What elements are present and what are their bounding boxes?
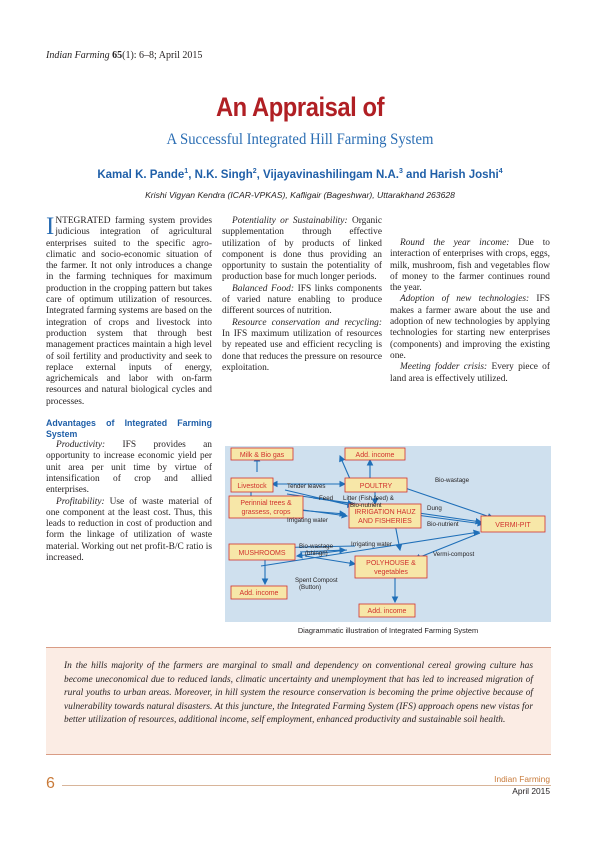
author-name: Vijayavinashilingam N.A.: [263, 168, 399, 181]
label-spent-line2: (Button): [299, 584, 322, 591]
box-poultry: POULTRY: [359, 483, 393, 490]
box-perennial-line2: grassess, crops: [241, 509, 291, 516]
paragraph-resource: Resource conservation and recycling: In IFS maximum utilization of resources by repeated use and efficient recycling is done that reduces the pressure on resource exploitation.: [222, 317, 382, 373]
footer-journal: Indian Farming: [494, 774, 550, 784]
journal-issue: (1): 6–8; April 2015: [122, 50, 203, 61]
figure-caption: Diagrammatic illustration of Integrated Farming System: [297, 626, 479, 635]
label-bio-wastage-line2: (bhingri): [305, 550, 328, 557]
box-irrigation-line2: AND FISHERIES: [358, 518, 412, 525]
paragraph-potentiality: Potentiality or Sustainability: Organic supplementation through effective utilization of by products of linked component is done thus providing an opportunity to sustain the potentiality of production base for much longer periods.: [222, 216, 382, 283]
author-name: Harish Joshi: [429, 168, 499, 181]
label-bio-wastage-line1: Bio-wastage: [299, 543, 334, 550]
box-polyhouse-line1: POLYHOUSE &: [366, 560, 416, 567]
journal-volume: 65: [112, 50, 123, 61]
author-list: Kamal K. Pande$^1$, N.K. Singh$^2$, Vijayavinashilingam N.A.$^3$ and Harish Joshi$^4$: [97, 168, 503, 181]
footer-rule: [62, 785, 551, 786]
intro-text: farming system provides judicious integration of agricultural enterprises suited to the specific agro-climatic and socio-economic situation of the farmer. It not only introduces a change in the farming techniques for maximum production in the cropping pattern but takes care of optimum utilization of resources. Integrated farming systems are based on the integration of crops and livestock into production system that through best management practices maintain a high level of soil fertility and productivity and seek to replace external inputs of energy, agrichemicals and labor with on-farm resources and natural biological cycles and processes.: [46, 216, 212, 407]
body-column-3: [390, 216, 550, 385]
box-add-income-bottom: Add. income: [367, 608, 407, 615]
label-litter-line1: Litter (Fish feed) &: [343, 495, 394, 502]
body-column-2: [222, 216, 382, 374]
author-sup: 3: [398, 168, 403, 175]
box-livestock: Livestock: [237, 483, 267, 490]
box-add-income-top: Add. income: [355, 452, 395, 459]
box-polyhouse-line2: vegetables: [374, 569, 408, 576]
author-sup: 4: [498, 168, 503, 175]
ifs-diagram: [225, 446, 551, 622]
body-column-1: [46, 213, 212, 564]
intro-caps: NTEGRATED: [55, 216, 111, 226]
label-irrigating-water-2: Irrigating water: [351, 541, 392, 548]
footer-date: April 2015: [512, 786, 550, 796]
paragraph-balanced-food: Balanced Food: IFS links components of varied nature enabling to produce different sources of nutrition.: [222, 283, 382, 317]
label-spent-line1: Spent Compost: [295, 577, 338, 584]
label-litter-line2: Bio-nutrient: [350, 502, 382, 509]
label-bio-nutrient: Bio-nutrient: [427, 521, 459, 528]
article-subtitle: A Successful Integrated Hill Farming System: [166, 131, 434, 148]
drop-cap: I: [46, 213, 55, 240]
page-number: 6: [46, 775, 55, 792]
box-add-income-left: Add. income: [239, 590, 279, 597]
box-mushrooms: MUSHROOMS: [238, 550, 286, 557]
section-heading: Advantages of Integrated Farming System: [46, 418, 212, 440]
intro-paragraph: [46, 213, 212, 408]
box-milk-biogas: Milk & Bio gas: [239, 452, 285, 459]
article-title: An Appraisal of: [215, 92, 385, 122]
journal-citation: [46, 50, 202, 61]
journal-name: Indian Farming: [46, 50, 110, 61]
author-name: Kamal K. Pande: [97, 168, 185, 181]
label-feed: Feed: [319, 495, 334, 502]
affiliation: Krishi Vigyan Kendra (ICAR-VPKAS), Kafligair (Bageshwar), Uttarakhand 263628: [145, 190, 455, 200]
box-irrigation-line1: IRRIGATION HAUZ: [354, 509, 416, 516]
author-sup: 2: [252, 168, 257, 175]
label-bio-wastage-top: Bio-wastage: [435, 477, 470, 484]
paragraph-round-year: Round the year income: Due to interaction of enterprises with crops, eggs, milk, mushroom, fish and vegetables flow of money to the farmer continues round the year.: [390, 238, 550, 294]
label-vermi-compost: Vermi-compost: [433, 551, 475, 558]
author-sup: 1: [184, 168, 189, 175]
paragraph-profitability: Profitability: Use of waste material of one component at the least cost. Thus, this leads to reduction in cost of production and form the linkage of utilization of waste material. Working out net profit-B/C ratio is increased.: [46, 496, 212, 564]
box-perennial-line1: Perinnial trees &: [240, 500, 292, 507]
abstract-box: In the hills majority of the farmers are marginal to small and dependency on conventional cereal growing culture has become uneconomical due to reduced lands, climatic uncertainty and unemployment that has led to increased migration of rural youths to urban areas. Moreover, in hill system the resource conservation is becoming the prime objective because of vulnerability towards natural disasters. At this juncture, the Integrated Farming System (IFS) approach opens new vistas for better utilization of resources, additional income, self employment, enhanced productivity and sustainable soil health.: [46, 647, 551, 755]
author-name: N.K. Singh: [194, 168, 253, 181]
paragraph-productivity: Productivity: IFS provides an opportunity to increase economic yield per unit area per unit time by virtue of intensification of crop and allied enterprises.: [46, 440, 212, 496]
label-dung: Dung: [427, 505, 442, 512]
paragraph-fodder: Meeting fodder crisis: Every piece of land area is effectively utilized.: [390, 362, 550, 384]
paragraph-adoption: Adoption of new technologies: IFS makes a farmer aware about the use and adoption of new technologies by applying technologies for starting new enterprises (components) and improving the existing one.: [390, 294, 550, 361]
label-irrigating-water-1: Irrigating water: [287, 517, 328, 524]
box-vermi-pit: VERMI-PIT: [495, 522, 531, 529]
label-tender-leaves: Tender leaves: [287, 483, 326, 490]
